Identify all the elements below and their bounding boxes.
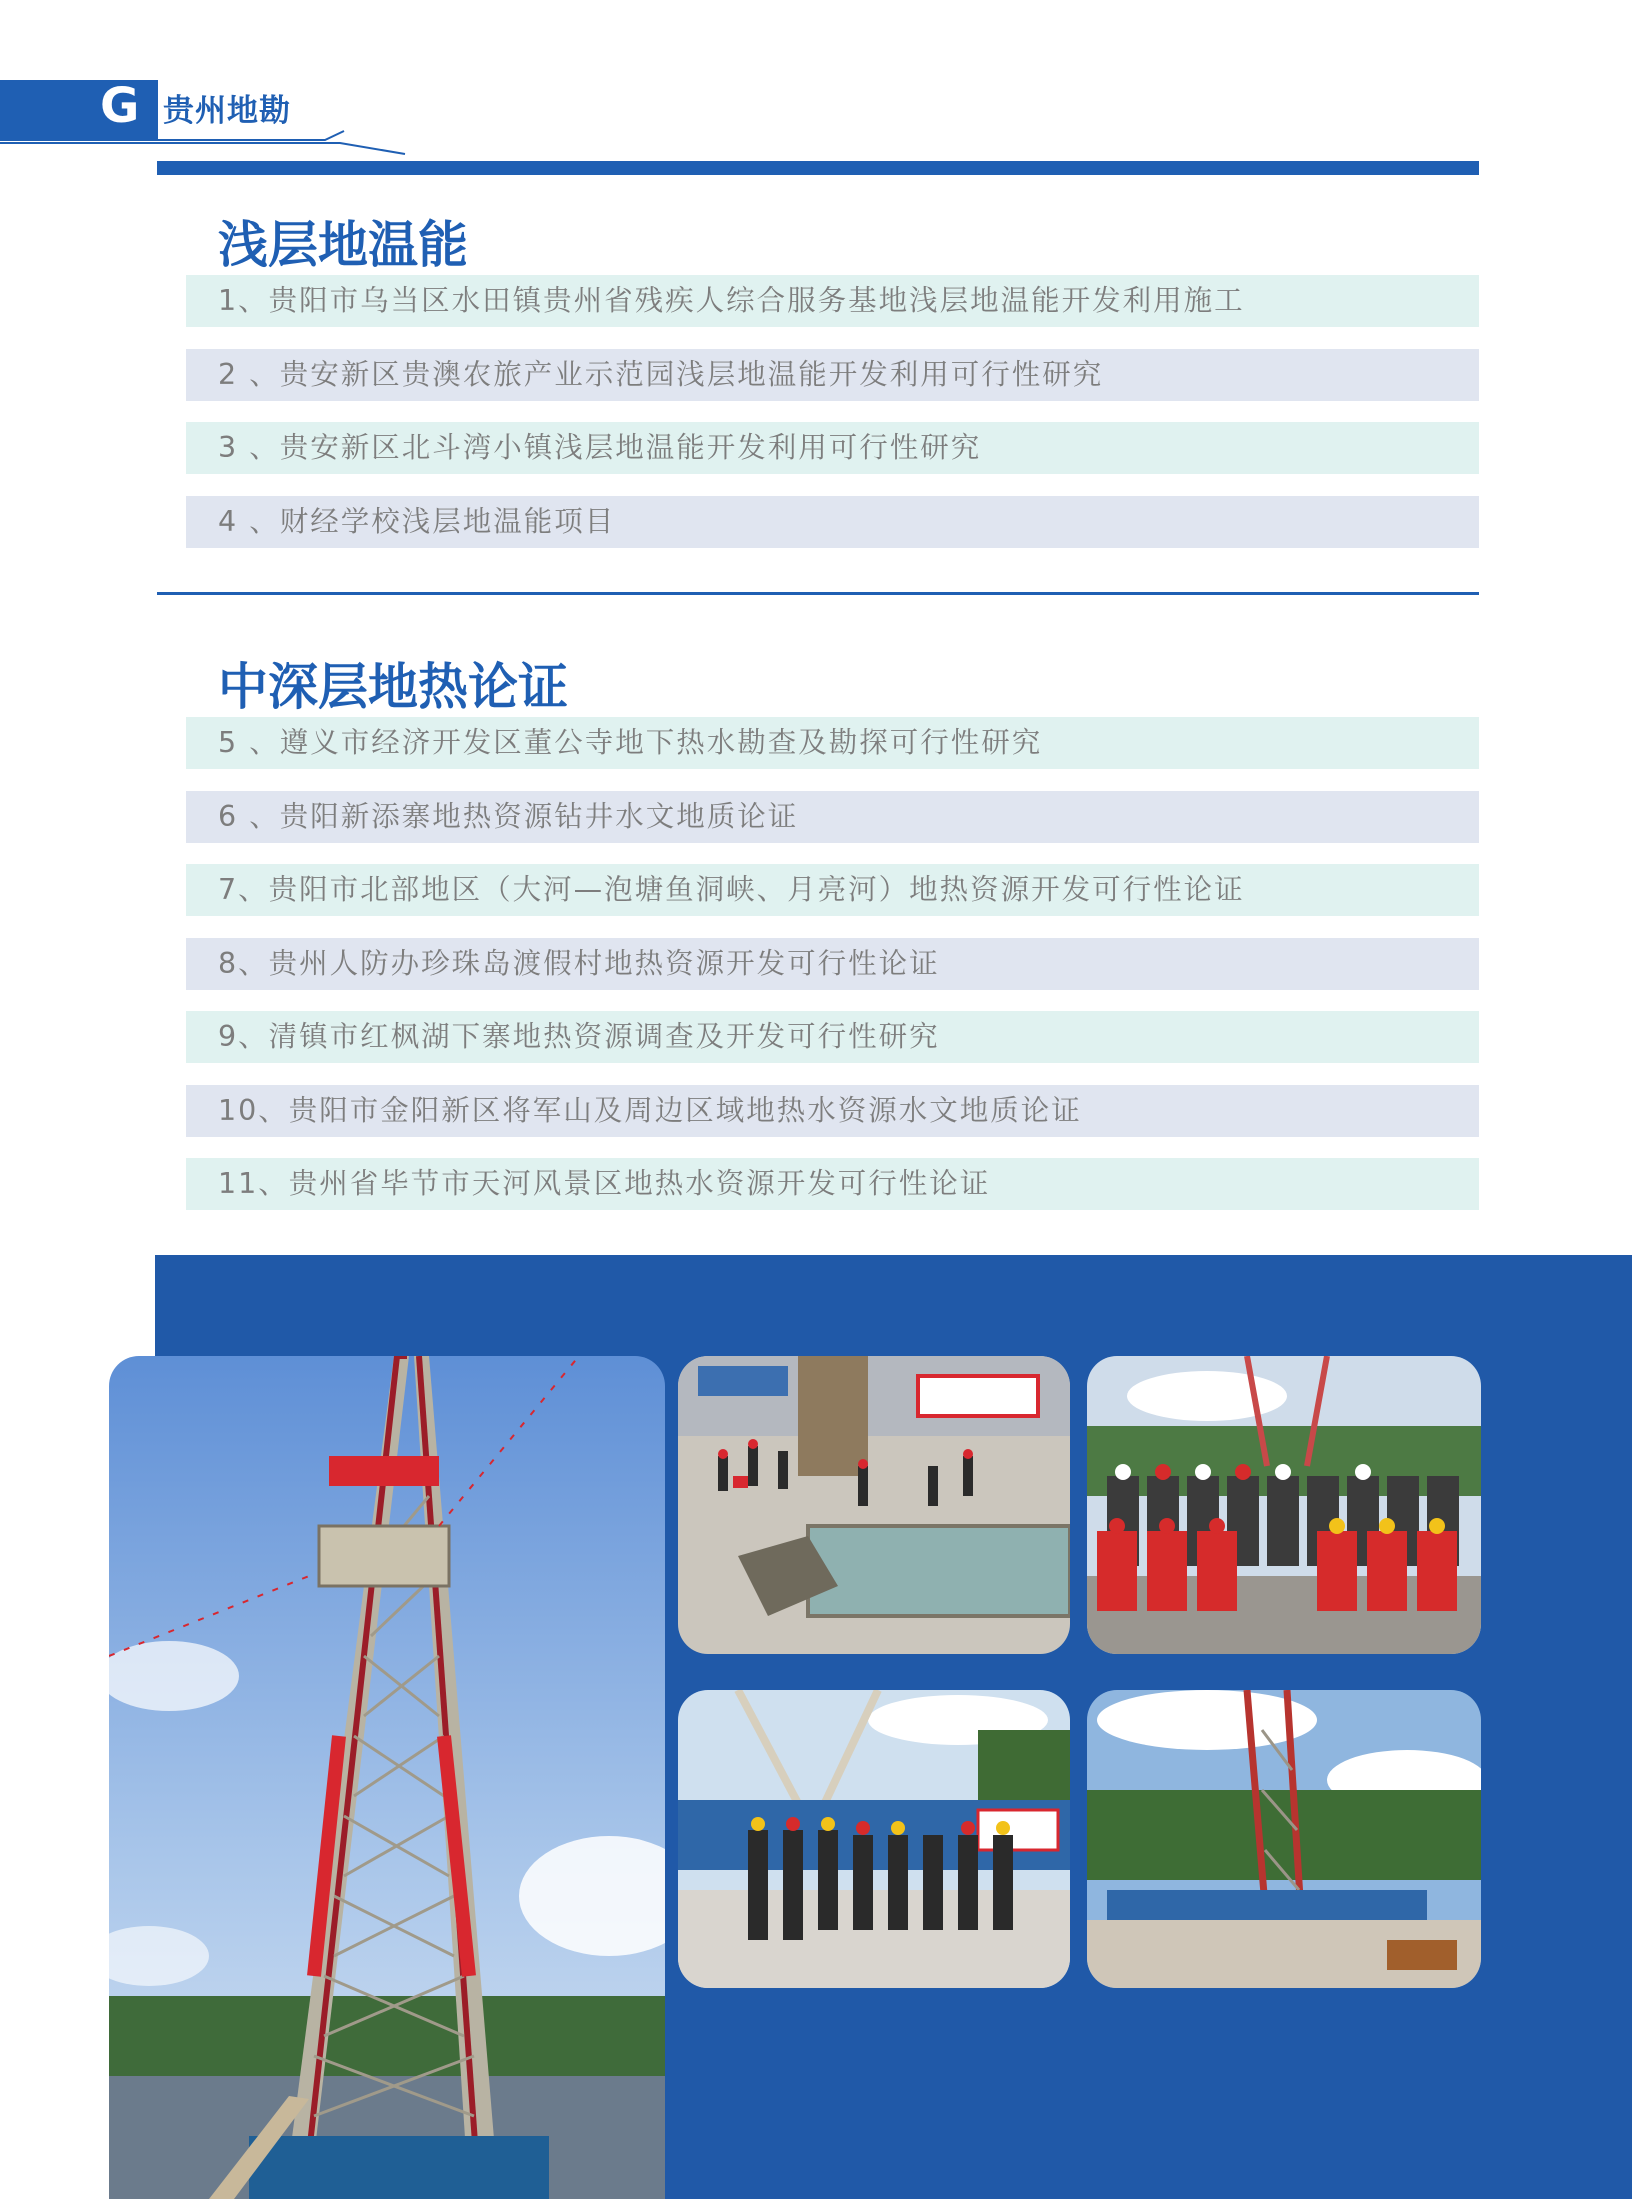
list-item: 10、贵阳市金阳新区将军山及周边区域地热水资源水文地质论证	[186, 1085, 1479, 1137]
list-item: 3 、贵安新区北斗湾小镇浅层地温能开发利用可行性研究	[186, 422, 1479, 474]
top-rule	[157, 161, 1479, 175]
header-decorative-line	[0, 126, 420, 156]
shallow-geothermal-project-list	[186, 275, 1479, 569]
section-title-deep-geothermal: 中深层地热论证	[218, 657, 568, 716]
list-item: 7、贵阳市北部地区（大河—泡塘鱼洞峡、月亮河）地热资源开发可行性论证	[186, 864, 1479, 916]
team-group-photo	[1087, 1356, 1481, 1654]
drilling-site-photo	[678, 1356, 1070, 1654]
list-item: 4 、财经学校浅层地温能项目	[186, 496, 1479, 548]
brand-letter-logo: G	[100, 78, 140, 134]
drilling-rig-photo	[109, 1356, 665, 2199]
section-divider	[157, 592, 1479, 595]
list-item: 9、清镇市红枫湖下寨地热资源调查及开发可行性研究	[186, 1011, 1479, 1063]
deep-geothermal-project-list	[186, 717, 1479, 1232]
rig-overview-photo	[1087, 1690, 1481, 1988]
list-item: 11、贵州省毕节市天河风景区地热水资源开发可行性论证	[186, 1158, 1479, 1210]
brand-name: 贵州地勘	[163, 93, 291, 129]
list-item: 2 、贵安新区贵澳农旅产业示范园浅层地温能开发利用可行性研究	[186, 349, 1479, 401]
site-visit-photo	[678, 1690, 1070, 1988]
list-item: 1、贵阳市乌当区水田镇贵州省残疾人综合服务基地浅层地温能开发利用施工	[186, 275, 1479, 327]
section-title-shallow-geothermal: 浅层地温能	[218, 215, 468, 274]
list-item: 5 、遵义市经济开发区董公寺地下热水勘查及勘探可行性研究	[186, 717, 1479, 769]
list-item: 8、贵州人防办珍珠岛渡假村地热资源开发可行性论证	[186, 938, 1479, 990]
list-item: 6 、贵阳新添寨地热资源钻井水文地质论证	[186, 791, 1479, 843]
